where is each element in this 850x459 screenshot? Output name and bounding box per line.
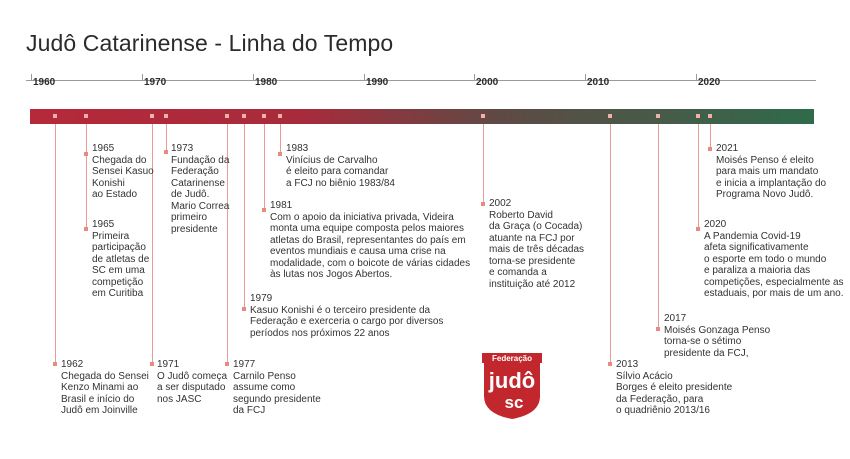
event-2013 bbox=[616, 359, 732, 417]
event-1981 bbox=[270, 200, 470, 281]
year-label-2020: 2020 bbox=[698, 77, 721, 88]
event-2017 bbox=[664, 313, 770, 359]
event-year: 1981 bbox=[270, 200, 293, 211]
event-dot bbox=[242, 307, 246, 311]
event-text: o esporte em todo o mundo bbox=[704, 253, 827, 265]
event-2021 bbox=[716, 143, 826, 201]
axis-tick bbox=[31, 74, 32, 81]
event-text: às lutas nos Jogos Abertos. bbox=[270, 269, 393, 280]
event-text: Federação bbox=[171, 166, 219, 177]
event-text: eventos mundiais e causa uma crise na bbox=[270, 246, 446, 257]
event-text: assume como bbox=[233, 382, 296, 393]
event-text: da FCJ bbox=[233, 405, 266, 416]
event-text: presidente bbox=[171, 223, 218, 235]
event-dot bbox=[84, 227, 88, 231]
event-text: Kasuo Konishi é o terceiro presidente da bbox=[250, 304, 431, 316]
event-text: Catarinense bbox=[171, 177, 225, 189]
timeline-marker bbox=[278, 114, 282, 118]
timeline-marker bbox=[262, 114, 266, 118]
connector-2021 bbox=[710, 124, 711, 149]
event-text: Mario Correa bbox=[171, 200, 230, 212]
timeline-marker bbox=[53, 114, 57, 118]
event-text: a ser disputado bbox=[157, 382, 226, 393]
logo-sub-text: sc bbox=[504, 393, 524, 412]
event-year: 2013 bbox=[616, 359, 639, 370]
event-dot bbox=[608, 362, 612, 366]
event-year: 1979 bbox=[250, 293, 273, 304]
event-year: 1977 bbox=[233, 359, 256, 370]
event-dot bbox=[150, 362, 154, 366]
connector-2017 bbox=[658, 124, 659, 329]
event-text: Programa Novo Judô. bbox=[716, 189, 814, 200]
event-text: Fundação da bbox=[171, 154, 230, 166]
event-text: estaduais, por mais de um ano. bbox=[704, 288, 844, 299]
event-text: competição bbox=[92, 276, 144, 288]
event-text: nos JASC bbox=[157, 393, 202, 405]
event-year: 1973 bbox=[171, 143, 194, 154]
axis-tick bbox=[142, 74, 143, 81]
event-text: Chegada do bbox=[92, 154, 147, 166]
event-text: participação bbox=[92, 242, 146, 253]
event-year: 2020 bbox=[704, 219, 727, 230]
year-label-1980: 1980 bbox=[255, 77, 278, 88]
event-text: a FCJ no biênio 1983/84 bbox=[286, 177, 395, 189]
event-text: instituição até 2012 bbox=[489, 278, 576, 290]
axis-tick bbox=[364, 74, 365, 81]
year-label-1970: 1970 bbox=[144, 77, 167, 88]
connector-1962 bbox=[55, 124, 56, 364]
event-year: 1971 bbox=[157, 359, 180, 370]
event-year: 1965 bbox=[92, 143, 115, 154]
event-text: Primeira bbox=[92, 230, 130, 242]
year-label-2000: 2000 bbox=[476, 77, 499, 88]
event-text: da Graça (o Cocada) bbox=[489, 221, 583, 232]
axis-tick bbox=[253, 74, 254, 81]
timeline-marker bbox=[608, 114, 612, 118]
event-dot bbox=[278, 152, 282, 156]
event-text: torna-se o sétimo bbox=[664, 336, 742, 347]
axis-tick bbox=[474, 74, 475, 81]
event-text: da Federação, para bbox=[616, 393, 704, 405]
event-text: Com o apoio da iniciativa privada, Videira bbox=[270, 211, 454, 223]
federacao-judo-sc-logo-icon bbox=[480, 352, 544, 420]
timeline-marker bbox=[84, 114, 88, 118]
event-text: atletas do Brasil, representantes do país em bbox=[270, 234, 466, 246]
page-title: Judô Catarinense - Linha do Tempo bbox=[26, 30, 394, 56]
event-dot bbox=[481, 202, 485, 206]
connector-2002 bbox=[483, 124, 484, 204]
event-text: Carnilo Penso bbox=[233, 370, 296, 382]
event-text: primeiro bbox=[171, 212, 208, 223]
logo-word-text: judô bbox=[488, 368, 536, 393]
event-text: Kenzo Minami ao bbox=[61, 382, 139, 393]
event-text: Konishi bbox=[92, 177, 125, 189]
event-text: segundo presidente bbox=[233, 393, 321, 405]
logo-banner-text: Federação bbox=[491, 354, 533, 363]
event-text: monta uma equipe composta pelos maiores bbox=[270, 223, 464, 234]
event-text: Brasil e início do bbox=[61, 393, 135, 405]
connector-1965 bbox=[86, 124, 87, 229]
event-dot bbox=[84, 152, 88, 156]
event-text: afeta significativamente bbox=[704, 242, 809, 253]
event-text: é eleito para comandar bbox=[286, 166, 389, 177]
event-dot bbox=[696, 227, 700, 231]
event-dot bbox=[262, 208, 266, 212]
event-text: mais de três décadas bbox=[489, 244, 585, 255]
connector-2013 bbox=[610, 124, 611, 364]
event-text: Moisés Penso é eleito bbox=[716, 154, 814, 166]
event-2020 bbox=[704, 219, 844, 300]
event-year: 1983 bbox=[286, 143, 309, 154]
connector-2020 bbox=[698, 124, 699, 229]
event-text: Federação e exerceria o cargo por diversos bbox=[250, 316, 444, 327]
event-text: torna-se presidente bbox=[489, 255, 576, 267]
event-year: 1962 bbox=[61, 359, 84, 370]
event-text: Borges é eleito presidente bbox=[616, 382, 733, 393]
timeline-marker bbox=[164, 114, 168, 118]
connector-1981 bbox=[264, 124, 265, 210]
event-dot bbox=[53, 362, 57, 366]
timeline-marker bbox=[481, 114, 485, 118]
event-1965-competition bbox=[92, 219, 149, 300]
event-text: e paraliza a maioria das bbox=[704, 265, 811, 276]
connector-1983 bbox=[280, 124, 281, 154]
timeline-marker bbox=[225, 114, 229, 118]
event-text: em Curitiba bbox=[92, 288, 144, 299]
year-label-1990: 1990 bbox=[366, 77, 389, 88]
event-year: 2021 bbox=[716, 143, 739, 154]
event-1965-arrival bbox=[92, 143, 154, 201]
event-text: períodos nos próximos 22 anos bbox=[250, 327, 390, 339]
event-1983 bbox=[286, 143, 395, 189]
axis-tick bbox=[696, 74, 697, 81]
year-label-2010: 2010 bbox=[587, 77, 610, 88]
event-text: A Pandemia Covid-19 bbox=[704, 230, 801, 242]
event-text: modalidade, com o boicote de várias cidades bbox=[270, 257, 471, 269]
event-text: O Judô começa bbox=[157, 370, 228, 382]
event-year: 2017 bbox=[664, 313, 687, 324]
event-1971 bbox=[157, 359, 227, 405]
event-text: Roberto David bbox=[489, 209, 553, 221]
event-1973 bbox=[171, 143, 229, 235]
event-text: de atletas de bbox=[92, 253, 150, 265]
timeline-marker bbox=[708, 114, 712, 118]
event-text: e inicia a implantação do bbox=[716, 177, 827, 189]
event-text: e comanda a bbox=[489, 267, 547, 278]
event-1977 bbox=[233, 359, 321, 417]
timeline-marker bbox=[242, 114, 246, 118]
event-2002 bbox=[489, 198, 584, 290]
event-text: atuante na FCJ por bbox=[489, 232, 575, 244]
event-text: ao Estado bbox=[92, 189, 138, 200]
event-dot bbox=[164, 150, 168, 154]
event-text: Moisés Gonzaga Penso bbox=[664, 324, 771, 336]
event-text: Sensei Kasuo bbox=[92, 166, 154, 177]
event-text: competições, especialmente as bbox=[704, 276, 844, 288]
event-text: Sílvio Acácio bbox=[616, 370, 673, 382]
event-text: para mais um mandato bbox=[716, 166, 819, 177]
timeline-marker bbox=[656, 114, 660, 118]
connector-1973 bbox=[166, 124, 167, 152]
event-year: 2002 bbox=[489, 198, 512, 209]
event-text: Vinícius de Carvalho bbox=[286, 154, 378, 166]
axis-tick bbox=[585, 74, 586, 81]
timeline-marker bbox=[150, 114, 154, 118]
event-dot bbox=[656, 327, 660, 331]
event-text: o quadriênio 2013/16 bbox=[616, 405, 710, 416]
event-year: 1965 bbox=[92, 219, 115, 230]
event-1962 bbox=[61, 359, 149, 417]
event-dot bbox=[708, 147, 712, 151]
event-text: de Judô. bbox=[171, 189, 210, 200]
event-text: SC em uma bbox=[92, 265, 145, 276]
event-text: Chegada do Sensei bbox=[61, 370, 149, 382]
event-text: Judô em Joinville bbox=[61, 405, 138, 416]
event-text: presidente da FCJ, bbox=[664, 347, 749, 359]
connector-1979 bbox=[244, 124, 245, 309]
event-1979 bbox=[250, 293, 443, 339]
timeline-marker bbox=[696, 114, 700, 118]
year-label-1960: 1960 bbox=[33, 77, 56, 88]
